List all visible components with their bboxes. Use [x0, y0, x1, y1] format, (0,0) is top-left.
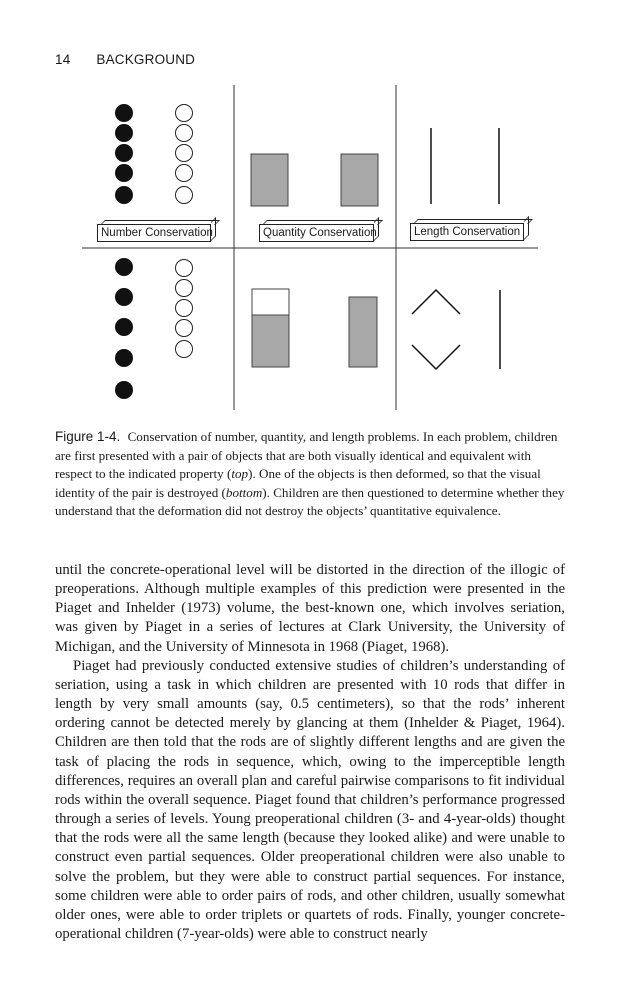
number-bottom-pair	[115, 258, 193, 399]
caption-text-1: Conservation of number, quantity, and length problems. In each problem, children are first presented with a pair of objects that are both visually identical and equivalent with respect to the indicated property (	[55, 429, 558, 482]
dot-filled	[115, 381, 133, 399]
dot-open	[176, 187, 193, 204]
dot-open	[176, 145, 193, 162]
paragraph: Piaget had previously conducted extensive studies of children’s understanding of seriation, using a task in which children are presented with 10 rods that differ in length by very small amounts (say, 0.5 centimeters), so that the rods’ inherent ordering cannot be detected merely by glancing at them (Inhelder & Piaget, 1964). Children are then told that the rods are of slightly different lengths and are given the task of placing the rods in sequence, which, owing to the imperceptible length differences, requires an overall plan and careful pairwise comparisons to fit individual rods within the overall sequence. Piaget found that children’s performance progressed through a series of levels. Young preoperational children (3- and 4-year-olds) thought that the rods were all the same length (because they looked alike) and were unable to construct even partial sequences. Older preoperational children were also unable to solve the problem, but they were able to construct partial sequences. For instance, some children were able to order pairs of rods, and other children, usually somewhat older ones, were able to order triplets or quartets of rods. Finally, younger concrete-operational children (7-year-olds) were able to construct nearly	[55, 657, 565, 942]
paragraph: until the concrete-operational level will be distorted in the direction of the illogic of preoperations. Although multiple examples of this prediction were presented in the Piaget and Inhelder (1973) volume, the best-known one, which involves seriation, was given by Piaget in a series of lectures at Clark University, the University of Michigan, and the University of Minnesota in 1968 (Piaget, 1968).	[55, 562, 565, 655]
dot-open	[176, 280, 193, 297]
dot-open	[176, 341, 193, 358]
dot-filled	[115, 186, 133, 204]
label-quantity-conservation: Quantity Conservation	[259, 224, 374, 242]
chevron-down	[412, 345, 460, 369]
dot-open	[176, 260, 193, 277]
page-number: 14	[55, 52, 71, 67]
container-fill	[349, 297, 377, 367]
container-fill	[341, 154, 378, 206]
quantity-top-pair	[251, 154, 378, 206]
dot-filled	[115, 349, 133, 367]
caption-emph-bottom: bottom	[225, 484, 263, 500]
figure-caption	[55, 428, 565, 521]
chevron-up	[412, 290, 460, 314]
body-text	[55, 561, 565, 944]
dot-open	[176, 320, 193, 337]
caption-text-2: ). One of the objects is then deformed, so that the visual identity of the pair is destroyed (	[55, 466, 541, 500]
number-top-pair	[115, 104, 193, 204]
dot-filled	[115, 258, 133, 276]
dot-filled	[115, 124, 133, 142]
dot-filled	[115, 288, 133, 306]
label-length-conservation: Length Conservation	[410, 223, 524, 241]
figure-1-4	[0, 0, 620, 420]
dot-open	[176, 125, 193, 142]
dot-open	[176, 300, 193, 317]
caption-emph-top: top	[231, 466, 249, 482]
dot-filled	[115, 104, 133, 122]
dot-open	[176, 105, 193, 122]
length-top-pair	[431, 128, 499, 204]
dot-filled	[115, 318, 133, 336]
figure-label: Figure 1-4.	[55, 429, 121, 444]
label-number-conservation: Number Conservation	[97, 224, 211, 242]
dot-open	[176, 165, 193, 182]
dot-filled	[115, 144, 133, 162]
length-bottom-pair	[412, 290, 500, 369]
conservation-diagram	[0, 0, 620, 420]
caption-text-3: ). Children are then questioned to determine whether they understand that the deformation did not destroy the objects’ quantitative equivalence.	[55, 484, 565, 519]
container-fill	[252, 315, 289, 367]
quantity-bottom-pair	[252, 289, 377, 367]
section-title: BACKGROUND	[96, 52, 196, 67]
container-fill	[251, 154, 288, 206]
dot-filled	[115, 164, 133, 182]
